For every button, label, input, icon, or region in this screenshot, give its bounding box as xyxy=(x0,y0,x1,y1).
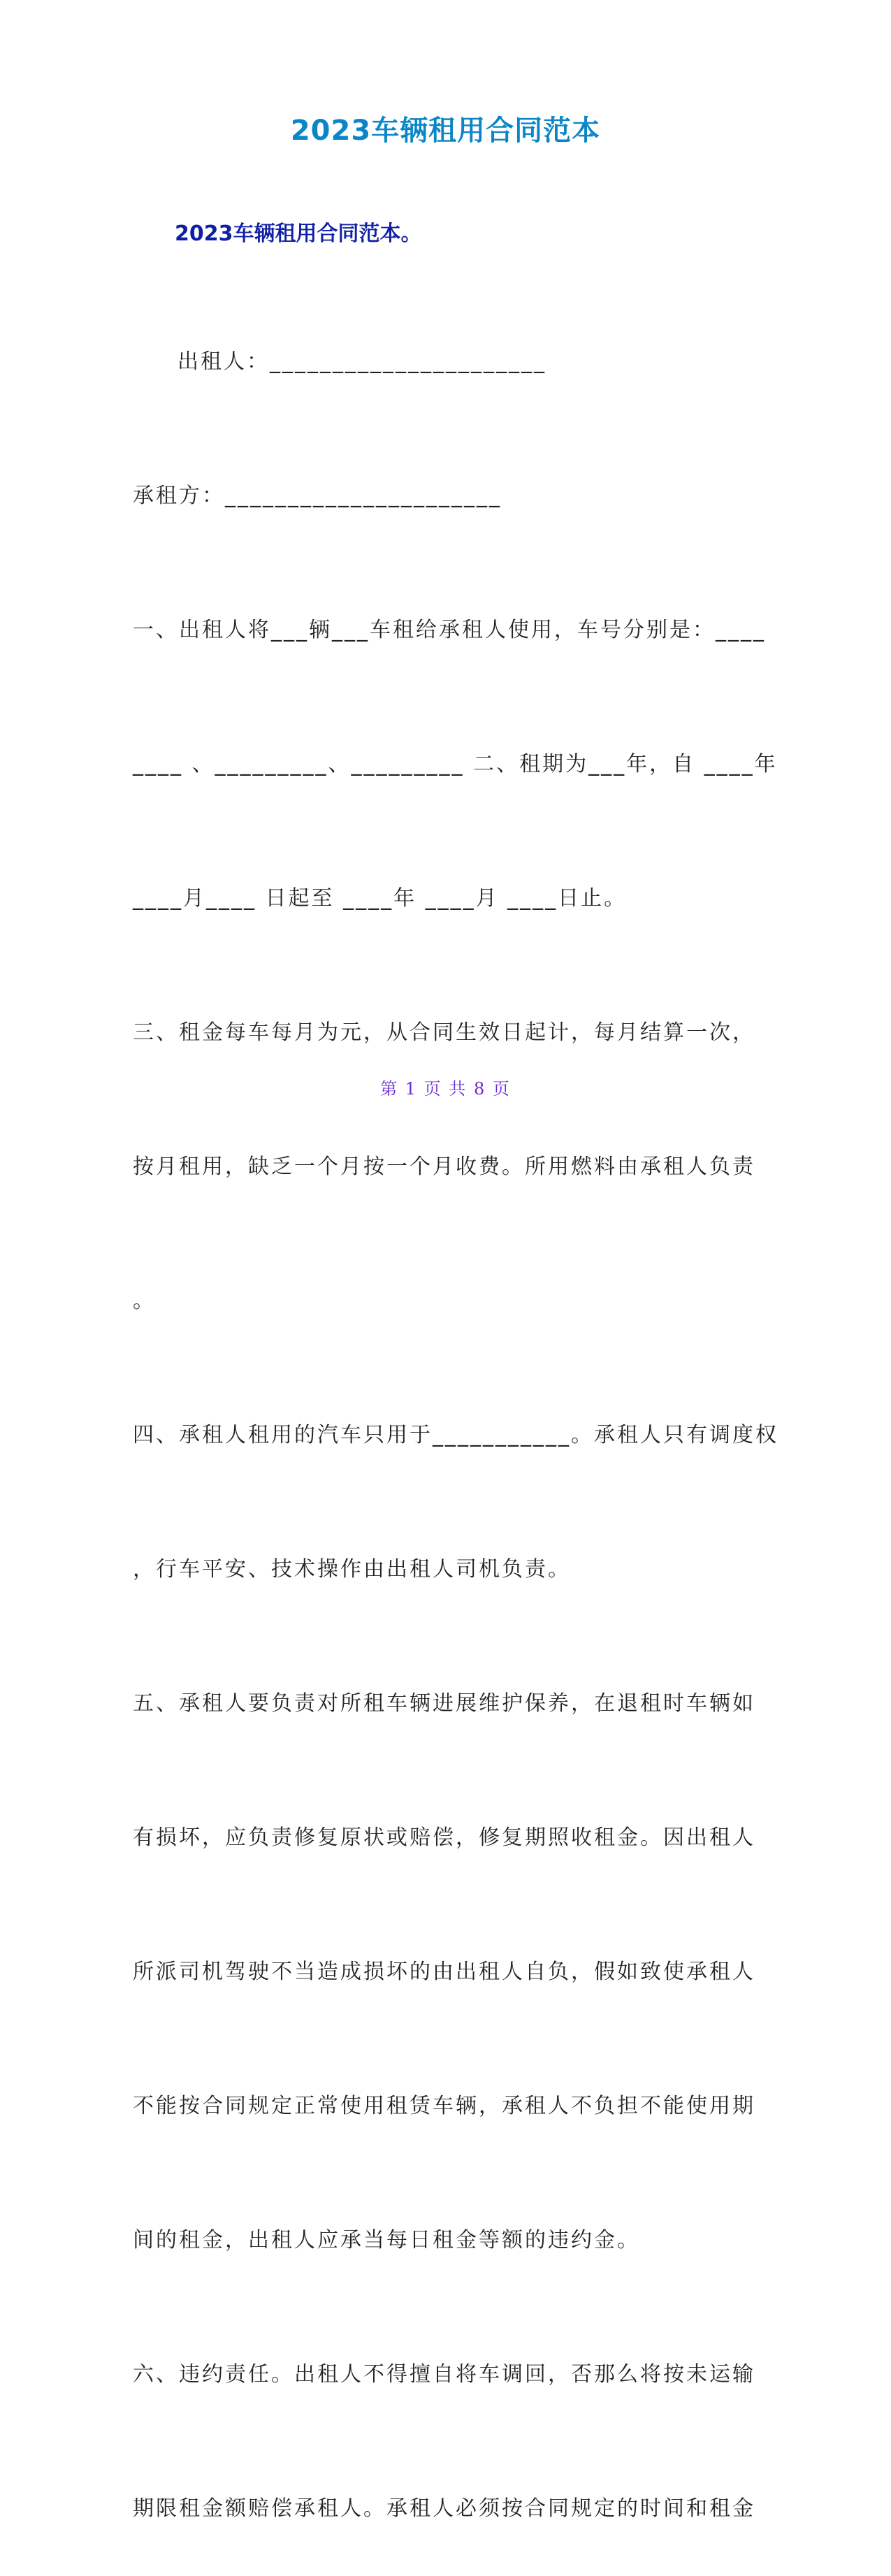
clause-5-line-3: 所派司机驾驶不当造成损坏的由出租人自负，假如致使承租人 xyxy=(133,1960,755,1984)
page-number: 第 1 页 共 8 页 xyxy=(380,1079,511,1099)
lessor-line: 出租人：______________________ xyxy=(178,349,546,374)
clause-3-line-2: 按月租用，缺乏一个月按一个月收费。所用燃料由承租人负责 xyxy=(133,1155,755,1179)
clause-5-line-2: 有损坏，应负责修复原状或赔偿，修复期照收租金。因出租人 xyxy=(133,1825,755,1850)
clause-5-line-5: 间的租金，出租人应承当每日租金等额的违约金。 xyxy=(133,2228,640,2252)
clause-5-line-4: 不能按合同规定正常使用租赁车辆，承租人不负担不能使用期 xyxy=(133,2094,755,2118)
document-subtitle: 2023车辆租用合同范本。 xyxy=(175,222,422,246)
clause-3-line-1: 三、租金每车每月为元，从合同生效日起计，每月结算一次， xyxy=(133,1020,755,1045)
document-title: 2023车辆租用合同范本 xyxy=(290,115,601,147)
lessee-line: 承租方：______________________ xyxy=(133,484,502,508)
clause-3-line-3: 。 xyxy=(133,1289,156,1313)
clause-5-line-1: 五、承租人要负责对所租车辆进展维护保养，在退租时车辆如 xyxy=(133,1691,755,1716)
clause-6-line-2: 期限租金额赔偿承租人。承租人必须按合同规定的时间和租金 xyxy=(133,2496,755,2521)
clause-4-line-1: 四、承租人租用的汽车只用于___________。承租人只有调度权 xyxy=(133,1423,778,1447)
clause-1-line-1: 一、出租人将___辆___车租给承租人使用，车号分别是：____ xyxy=(133,618,766,642)
clause-6-line-1: 六、违约责任。出租人不得擅自将车调回，否那么将按未运输 xyxy=(133,2362,755,2387)
clause-4-line-2: ，行车平安、技术操作由出租人司机负责。 xyxy=(133,1557,571,1582)
contract-body xyxy=(133,250,778,2576)
clause-1-line-2: ____ 、_________、_________ 二、租期为___年，自 ____年 xyxy=(133,752,778,776)
clause-2-line: ____月____ 日起至 ____年 ____月 ____日止。 xyxy=(133,886,628,911)
